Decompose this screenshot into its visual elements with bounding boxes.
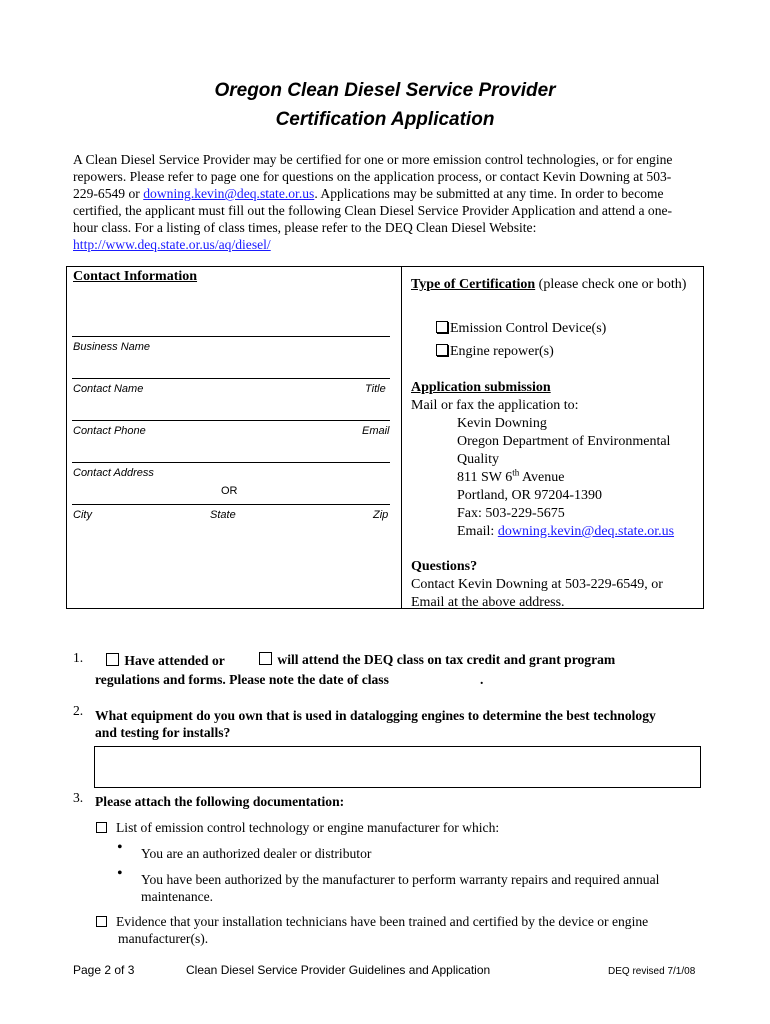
contact-address-label: Contact Address <box>73 467 154 479</box>
certification-heading: Type of Certification <box>411 277 536 292</box>
q3-item2b: manufacturer(s). <box>118 931 209 946</box>
intro-email-link[interactable]: downing.kevin@deq.state.or.us <box>143 186 315 201</box>
business-name-line[interactable] <box>72 336 390 337</box>
will-attend-label: will attend the DEQ class on tax credit and grant program <box>277 652 616 667</box>
intro-url-link[interactable]: http://www.deq.state.or.us/aq/diesel/ <box>73 237 271 252</box>
intro-text1: A Clean Diesel Service Provider may be certified for one or more emission control technologies, or for engine repowers. Please refer to page one for questions on the application process, or contact Kevin Downing at 503-229-6549 or <box>73 152 673 201</box>
q3-item2 <box>96 913 648 930</box>
emission-control-label: Emission Control Device(s) <box>450 321 607 336</box>
q1-line2: regulations and forms. Please note the date of class <box>95 672 389 687</box>
zip-label: Zip <box>373 509 389 521</box>
bullet1-dot: • <box>117 839 123 856</box>
item1-checkbox[interactable] <box>96 822 107 833</box>
state-label: State <box>210 509 236 521</box>
q1-number: 1. <box>73 650 84 665</box>
contact-phone-label: Contact Phone <box>73 425 146 437</box>
questions-line1: Contact Kevin Downing at 503-229-6549, or <box>411 577 663 592</box>
or-label: OR <box>221 485 238 497</box>
emission-control-checkbox[interactable] <box>436 321 448 333</box>
attended-label: Have attended or <box>124 653 225 668</box>
street-pre: 811 SW 6 <box>457 470 513 485</box>
q2-text1: What equipment do you own that is used in datalogging engines to determine the best technology <box>95 708 656 723</box>
submission-instruction: Mail or fax the application to: <box>411 398 579 413</box>
box-divider <box>401 266 402 609</box>
contact-address-line[interactable] <box>72 462 390 463</box>
certification-type <box>411 273 696 296</box>
q1-option-attended[interactable] <box>106 653 225 669</box>
submission-heading: Application submission <box>411 380 551 395</box>
q3-item1 <box>96 819 499 836</box>
q1-period: . <box>480 672 484 687</box>
email-label: Email <box>362 425 390 437</box>
footer-revised: DEQ revised 7/1/08 <box>608 966 696 977</box>
intro-text2: . Applications may be submitted at any time. In order to become certified, the applicant must fill out the following Clean Diesel Service Provider Application and attend a one-hour class. For a listing of class times, please refer to the DEQ Clean Diesel Website: <box>73 186 673 235</box>
street-sup: th <box>512 467 520 478</box>
business-name-label: Business Name <box>73 341 151 353</box>
option-engine-repower[interactable] <box>436 343 554 361</box>
city-label: City <box>73 509 92 521</box>
footer-page: Page 2 of 3 <box>73 963 135 977</box>
q2-text2: and testing for installs? <box>95 725 231 740</box>
intro-paragraph <box>73 151 693 253</box>
q1-option-will-attend[interactable] <box>259 652 615 668</box>
q3-bullet2a: You have been authorized by the manufacturer to perform warranty repairs and required annual <box>141 872 660 887</box>
footer-center: Clean Diesel Service Provider Guidelines and Application <box>186 963 491 977</box>
submission-email <box>457 523 674 541</box>
item2-checkbox[interactable] <box>96 916 107 927</box>
bullet2-dot: • <box>117 865 123 882</box>
q3-bullet1: You are an authorized dealer or distributor <box>141 846 372 861</box>
q3-number: 3. <box>73 790 84 805</box>
q3-bullet2b: maintenance. <box>141 889 214 904</box>
page-title-line2: Certification Application <box>275 109 495 130</box>
contact-phone-line[interactable] <box>72 420 390 421</box>
q2-number: 2. <box>73 703 84 718</box>
questions-line2: Email at the above address. <box>411 595 565 610</box>
submission-street <box>457 469 564 487</box>
engine-repower-label: Engine repower(s) <box>450 344 554 359</box>
page-title-line1: Oregon Clean Diesel Service Provider <box>214 80 556 101</box>
submission-org1: Oregon Department of Environmental <box>457 434 671 449</box>
attended-checkbox[interactable] <box>106 653 119 666</box>
submission-email-link[interactable]: downing.kevin@deq.state.or.us <box>497 524 675 539</box>
certification-note: (please check one or both) <box>535 277 687 292</box>
contact-heading: Contact Information <box>73 269 198 284</box>
contact-name-label: Contact Name <box>73 383 144 395</box>
submission-org2: Quality <box>457 452 499 467</box>
item1-label: List of emission control technology or engine manufacturer for which: <box>116 820 500 835</box>
will-attend-checkbox[interactable] <box>259 652 272 665</box>
street-post: Avenue <box>519 470 565 485</box>
title-label: Title <box>365 383 386 395</box>
option-emission-control[interactable] <box>436 320 606 338</box>
item2-label: Evidence that your installation technicians have been trained and certified by the device or engine <box>116 914 649 929</box>
submission-city: Portland, OR 97204-1390 <box>457 488 603 503</box>
contact-name-line[interactable] <box>72 378 390 379</box>
q3-heading: Please attach the following documentation: <box>95 794 345 809</box>
submission-fax: Fax: 503-229-5675 <box>457 506 565 521</box>
questions-heading: Questions? <box>411 559 478 574</box>
submission-name: Kevin Downing <box>457 416 547 431</box>
city-line[interactable] <box>72 504 390 505</box>
q2-answer-box[interactable] <box>94 746 701 788</box>
engine-repower-checkbox[interactable] <box>436 344 448 356</box>
submission-email-label: Email: <box>457 524 498 539</box>
